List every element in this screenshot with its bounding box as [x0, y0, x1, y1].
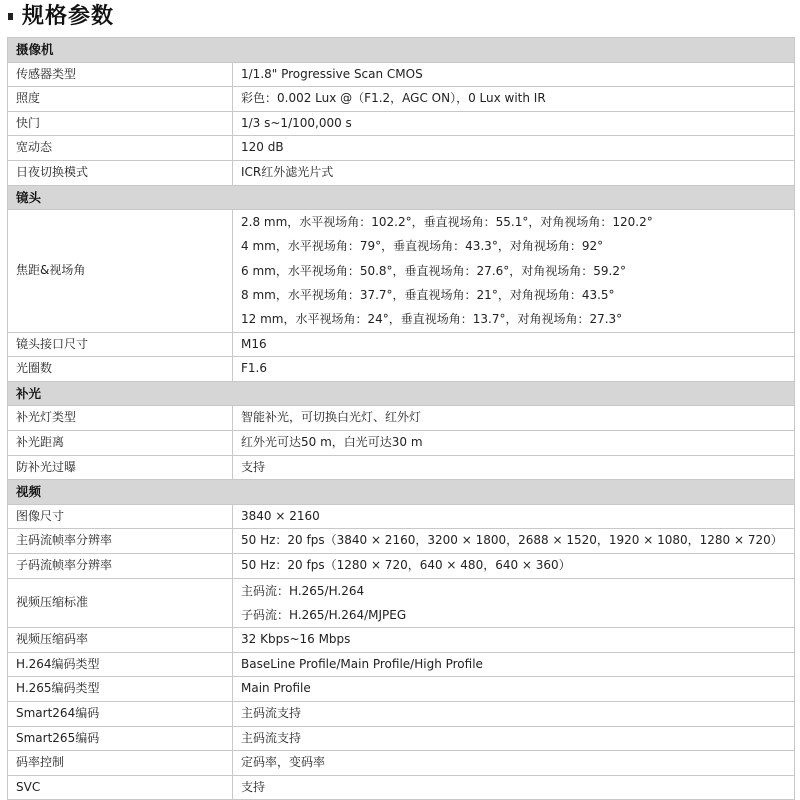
spec-label: 码率控制: [8, 751, 233, 776]
spec-table-body: [8, 38, 795, 800]
section-title: 补光: [8, 381, 795, 406]
spec-value-cell: 50 Hz：20 fps（3840 × 2160，3200 × 1800，2688 × 1520，1920 × 1080，1280 × 720）: [233, 529, 795, 554]
spec-label: Smart264编码: [8, 701, 233, 726]
spec-label: 宽动态: [8, 136, 233, 161]
spec-value-cell: 定码率，变码率: [233, 751, 795, 776]
spec-row: [8, 455, 795, 480]
spec-row: [8, 578, 795, 628]
spec-label: 传感器类型: [8, 62, 233, 87]
spec-label: SVC: [8, 775, 233, 800]
spec-row: [8, 751, 795, 776]
spec-label: 补光灯类型: [8, 406, 233, 431]
spec-value-line: 6 mm，水平视场角：50.8°，垂直视场角：27.6°，对角视场角：59.2°: [241, 263, 626, 278]
spec-row: [8, 554, 795, 579]
section-title: 镜头: [8, 185, 795, 210]
spec-value-line: 2.8 mm，水平视场角：102.2°，垂直视场角：55.1°，对角视场角：120.2°: [241, 215, 653, 230]
spec-value-line: 主码流：H.265/H.264: [241, 583, 365, 598]
spec-row: [8, 87, 795, 112]
spec-value-cell: 32 Kbps~16 Mbps: [233, 628, 795, 653]
spec-value-cell: 1/1.8" Progressive Scan CMOS: [233, 62, 795, 87]
spec-label: 日夜切换模式: [8, 160, 233, 185]
bullet-mark: [8, 13, 13, 20]
spec-label: 光圈数: [8, 357, 233, 382]
section-header-row: [8, 185, 795, 210]
section-title: 摄像机: [8, 38, 795, 63]
spec-value-cell: 智能补光，可切换白光灯、红外灯: [233, 406, 795, 431]
spec-value-cell: 3840 × 2160: [233, 504, 795, 529]
spec-value-cell: 1/3 s~1/100,000 s: [233, 111, 795, 136]
spec-row: [8, 701, 795, 726]
spec-value-cell: 50 Hz：20 fps（1280 × 720，640 × 480，640 × 360）: [233, 554, 795, 579]
spec-value-cell: [233, 210, 795, 333]
spec-label: 图像尺寸: [8, 504, 233, 529]
spec-label: 防补光过曝: [8, 455, 233, 480]
spec-label: 视频压缩码率: [8, 628, 233, 653]
spec-label: 镜头接口尺寸: [8, 332, 233, 357]
spec-value-line: 4 mm，水平视场角：79°，垂直视场角：43.3°，对角视场角：92°: [241, 239, 604, 254]
spec-label: 快门: [8, 111, 233, 136]
spec-row: [8, 431, 795, 456]
spec-label: 焦距&视场角: [8, 210, 233, 333]
section-title: 视频: [8, 480, 795, 505]
spec-label: 照度: [8, 87, 233, 112]
spec-value-cell: [233, 578, 795, 628]
spec-value-cell: BaseLine Profile/Main Profile/High Profile: [233, 652, 795, 677]
spec-value-line: 子码流：H.265/H.264/MJPEG: [241, 607, 407, 622]
section-header-row: [8, 381, 795, 406]
spec-value-cell: 支持: [233, 775, 795, 800]
spec-label: 主码流帧率分辨率: [8, 529, 233, 554]
spec-value-cell: 120 dB: [233, 136, 795, 161]
spec-label: H.264编码类型: [8, 652, 233, 677]
spec-value-line: 8 mm，水平视场角：37.7°，垂直视场角：21°，对角视场角：43.5°: [241, 288, 615, 303]
section-header-row: [8, 38, 795, 63]
page-header: [0, 0, 800, 36]
spec-value-cell: 主码流支持: [233, 701, 795, 726]
section-header-row: [8, 480, 795, 505]
spec-value-cell: 支持: [233, 455, 795, 480]
spec-row: [8, 529, 795, 554]
spec-row: [8, 726, 795, 751]
spec-value-cell: ICR红外滤光片式: [233, 160, 795, 185]
spec-label: Smart265编码: [8, 726, 233, 751]
spec-row: [8, 62, 795, 87]
spec-label: 子码流帧率分辨率: [8, 554, 233, 579]
spec-label: H.265编码类型: [8, 677, 233, 702]
spec-value-line: 12 mm，水平视场角：24°，垂直视场角：13.7°，对角视场角：27.3°: [241, 312, 623, 327]
spec-value-cell: Main Profile: [233, 677, 795, 702]
spec-row: [8, 628, 795, 653]
spec-row: [8, 210, 795, 333]
spec-row: [8, 677, 795, 702]
spec-value-cell: 红外光可达50 m，白光可达30 m: [233, 431, 795, 456]
spec-row: [8, 504, 795, 529]
spec-value-cell: F1.6: [233, 357, 795, 382]
spec-row: [8, 136, 795, 161]
page-title: 规格参数: [22, 4, 115, 29]
spec-label: 补光距离: [8, 431, 233, 456]
spec-value-cell: M16: [233, 332, 795, 357]
spec-value-cell: 主码流支持: [233, 726, 795, 751]
spec-row: [8, 775, 795, 800]
spec-label: 视频压缩标准: [8, 578, 233, 628]
spec-row: [8, 160, 795, 185]
spec-value-cell: 彩色：0.002 Lux @（F1.2，AGC ON），0 Lux with IR: [233, 87, 795, 112]
spec-row: [8, 406, 795, 431]
spec-row: [8, 111, 795, 136]
spec-table: [7, 37, 795, 800]
spec-row: [8, 652, 795, 677]
spec-row: [8, 357, 795, 382]
spec-row: [8, 332, 795, 357]
